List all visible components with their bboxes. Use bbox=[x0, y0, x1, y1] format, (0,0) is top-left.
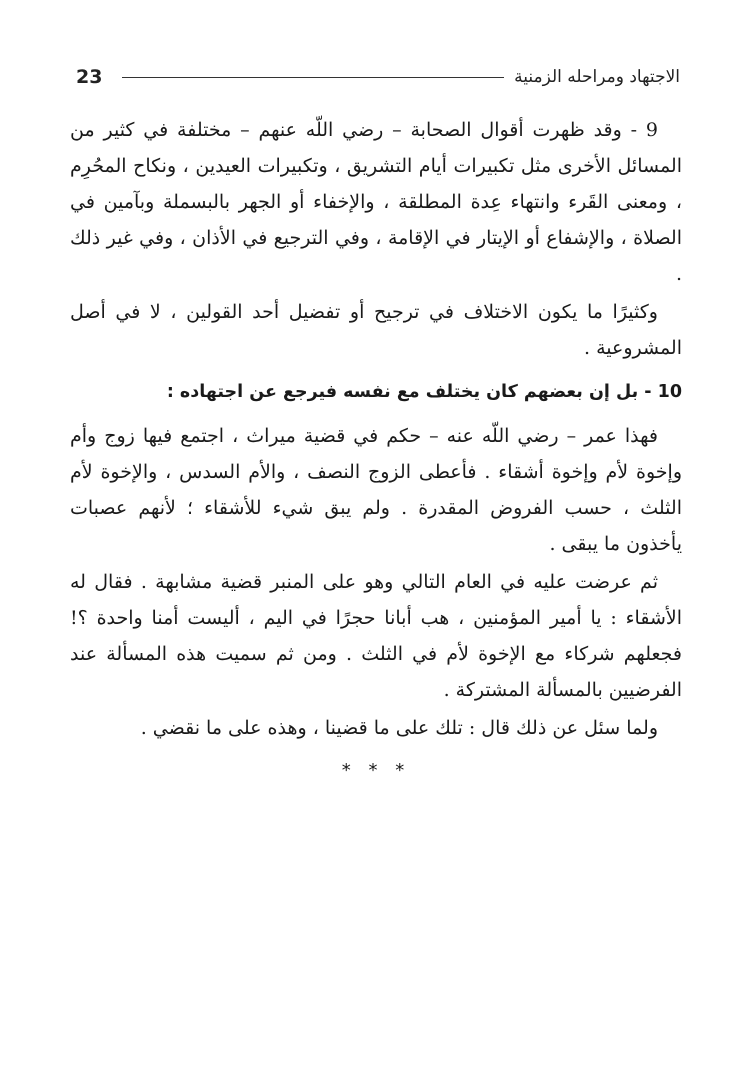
section-heading-10: 10 - بل إن بعضهم كان يختلف مع نفسه فيرجع عن اجتهاده : bbox=[166, 382, 682, 402]
paragraph-umar-case: فهذا عمر – رضي اللّه عنه – حكم في قضية ميراث ، اجتمع فيها زوج وأم وإخوة لأم وإخوة أشقاء . فأعطى الزوج النصف ، والأم السدس ، والإخوة لأم الثلث ، حسب الفروض المقدرة . ولم يبق شيء للأشقاء ؛ لأنهم عصبات يأخذون ما يبقى . bbox=[70, 425, 682, 555]
header-rule bbox=[122, 77, 504, 78]
paragraph-following-year: ثم عرضت عليه في العام التالي وهو على المنبر قضية مشابهة . فقال له الأشقاء : يا أمير المؤمنين ، هب أبانا حجرًا في اليم ، أليست أمنا واحدة ؟! فجعلهم شركاء مع الإخوة لأم في الثلث . ومن ثم سميت هذه المسألة عند الفرضيين بالمسألة المشتركة . bbox=[70, 571, 682, 701]
section-separator: * * * bbox=[341, 760, 411, 781]
running-title: الاجتهاد ومراحله الزمنية bbox=[514, 67, 680, 87]
paragraph-umar-reply: ولما سئل عن ذلك قال : تلك على ما قضينا ، وهذه على ما نقضي . bbox=[140, 717, 658, 739]
paragraph-9: 9 - وقد ظهرت أقوال الصحابة – رضي اللّه عنهم – مختلفة في كثير من المسائل الأخرى مثل تكبيرات أيام التشريق ، وتكبيرات العيدين ، ونكاح المحُرِم ، ومعنى القَرء وانتهاء عِدة المطلقة ، والإخفاء أو الجهر بالبسملة وبآمين في الصلاة ، والإشفاع أو الإيتار في الإقامة ، وفي الترجيع في الأذان ، وفي غير ذلك . bbox=[70, 119, 682, 285]
paragraph-difference: وكثيرًا ما يكون الاختلاف في ترجيح أو تفضيل أحد القولين ، لا في أصل المشروعية . bbox=[70, 301, 682, 359]
page-body bbox=[70, 112, 682, 781]
page-number: 23 bbox=[76, 66, 103, 88]
page-header bbox=[76, 62, 680, 92]
